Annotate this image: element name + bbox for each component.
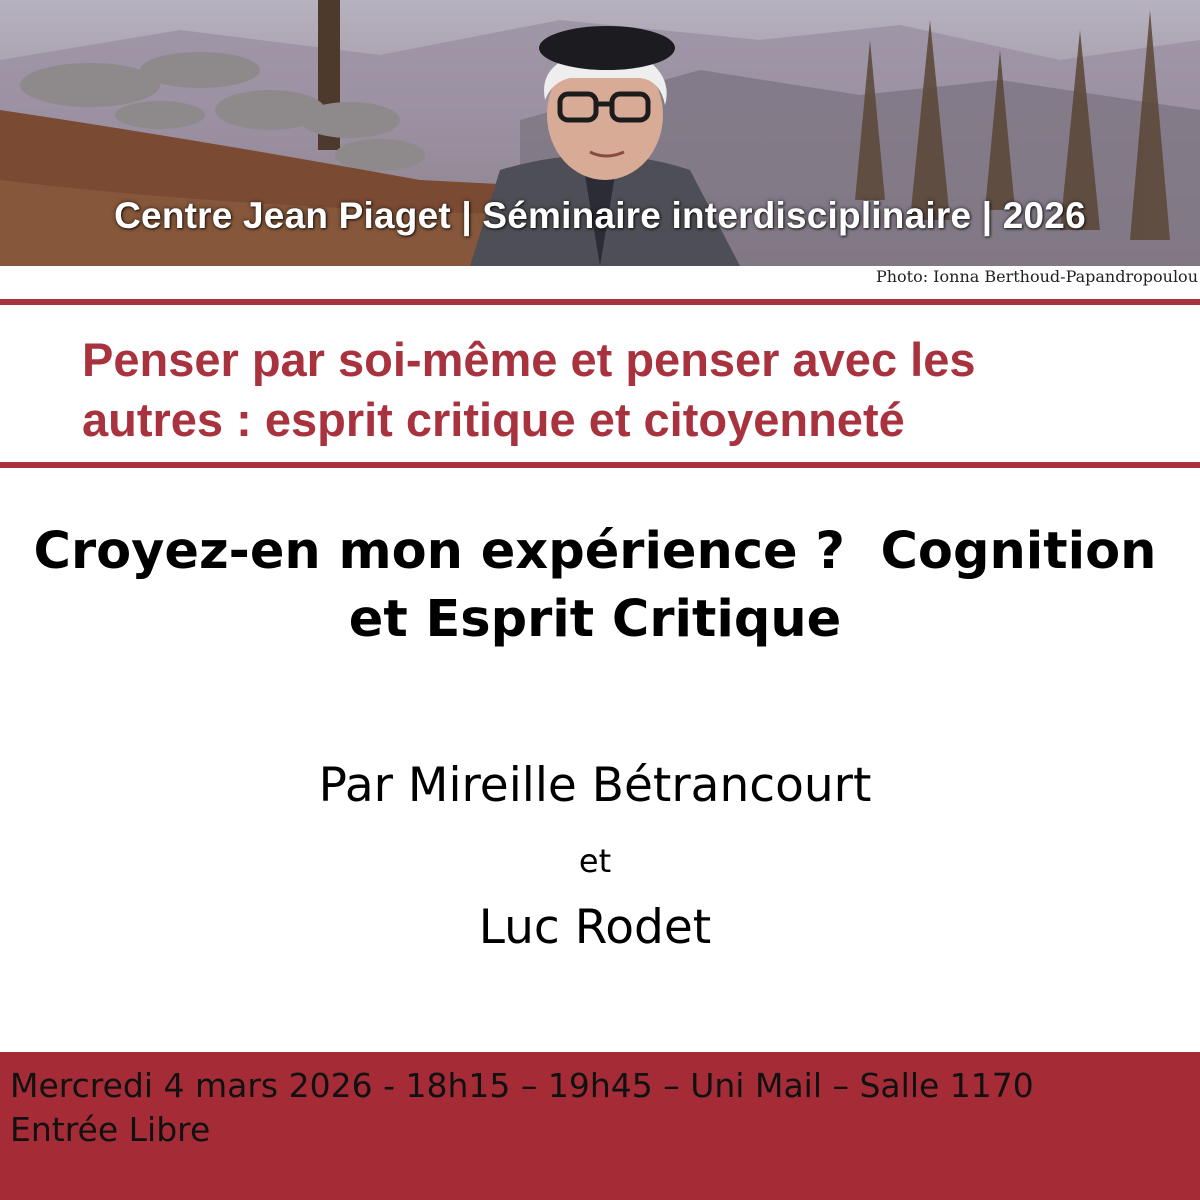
- header-photo-banner: [0, 0, 1200, 266]
- event-footer: [0, 1052, 1200, 1200]
- divider-top: [0, 299, 1200, 305]
- series-title-line-1: Penser par soi-même et penser avec les: [82, 333, 976, 386]
- event-details: Mercredi 4 mars 2026 - 18h15 – 19h45 – Uni Mail – Salle 1170: [10, 1066, 1034, 1105]
- series-title: [82, 330, 1192, 450]
- talk-title-line-2: et Esprit Critique: [348, 590, 842, 649]
- speaker-conjunction: et: [578, 842, 612, 880]
- admission-note: Entrée Libre: [10, 1110, 211, 1149]
- speaker-second: Luc Rodet: [478, 900, 712, 955]
- divider-bottom: [0, 462, 1200, 468]
- talk-title: [0, 518, 1190, 654]
- speaker-first: Par Mireille Bétrancourt: [318, 758, 872, 813]
- series-title-line-2: autres : esprit critique et citoyenneté: [82, 393, 905, 446]
- photo-credit: Photo: Ionna Berthoud-Papandropoulou: [875, 267, 1198, 286]
- banner-title: Centre Jean Piaget | Séminaire interdisciplinaire | 2026: [114, 195, 1086, 236]
- talk-title-line-1: Croyez-en mon expérience ? Cognition: [33, 522, 1157, 581]
